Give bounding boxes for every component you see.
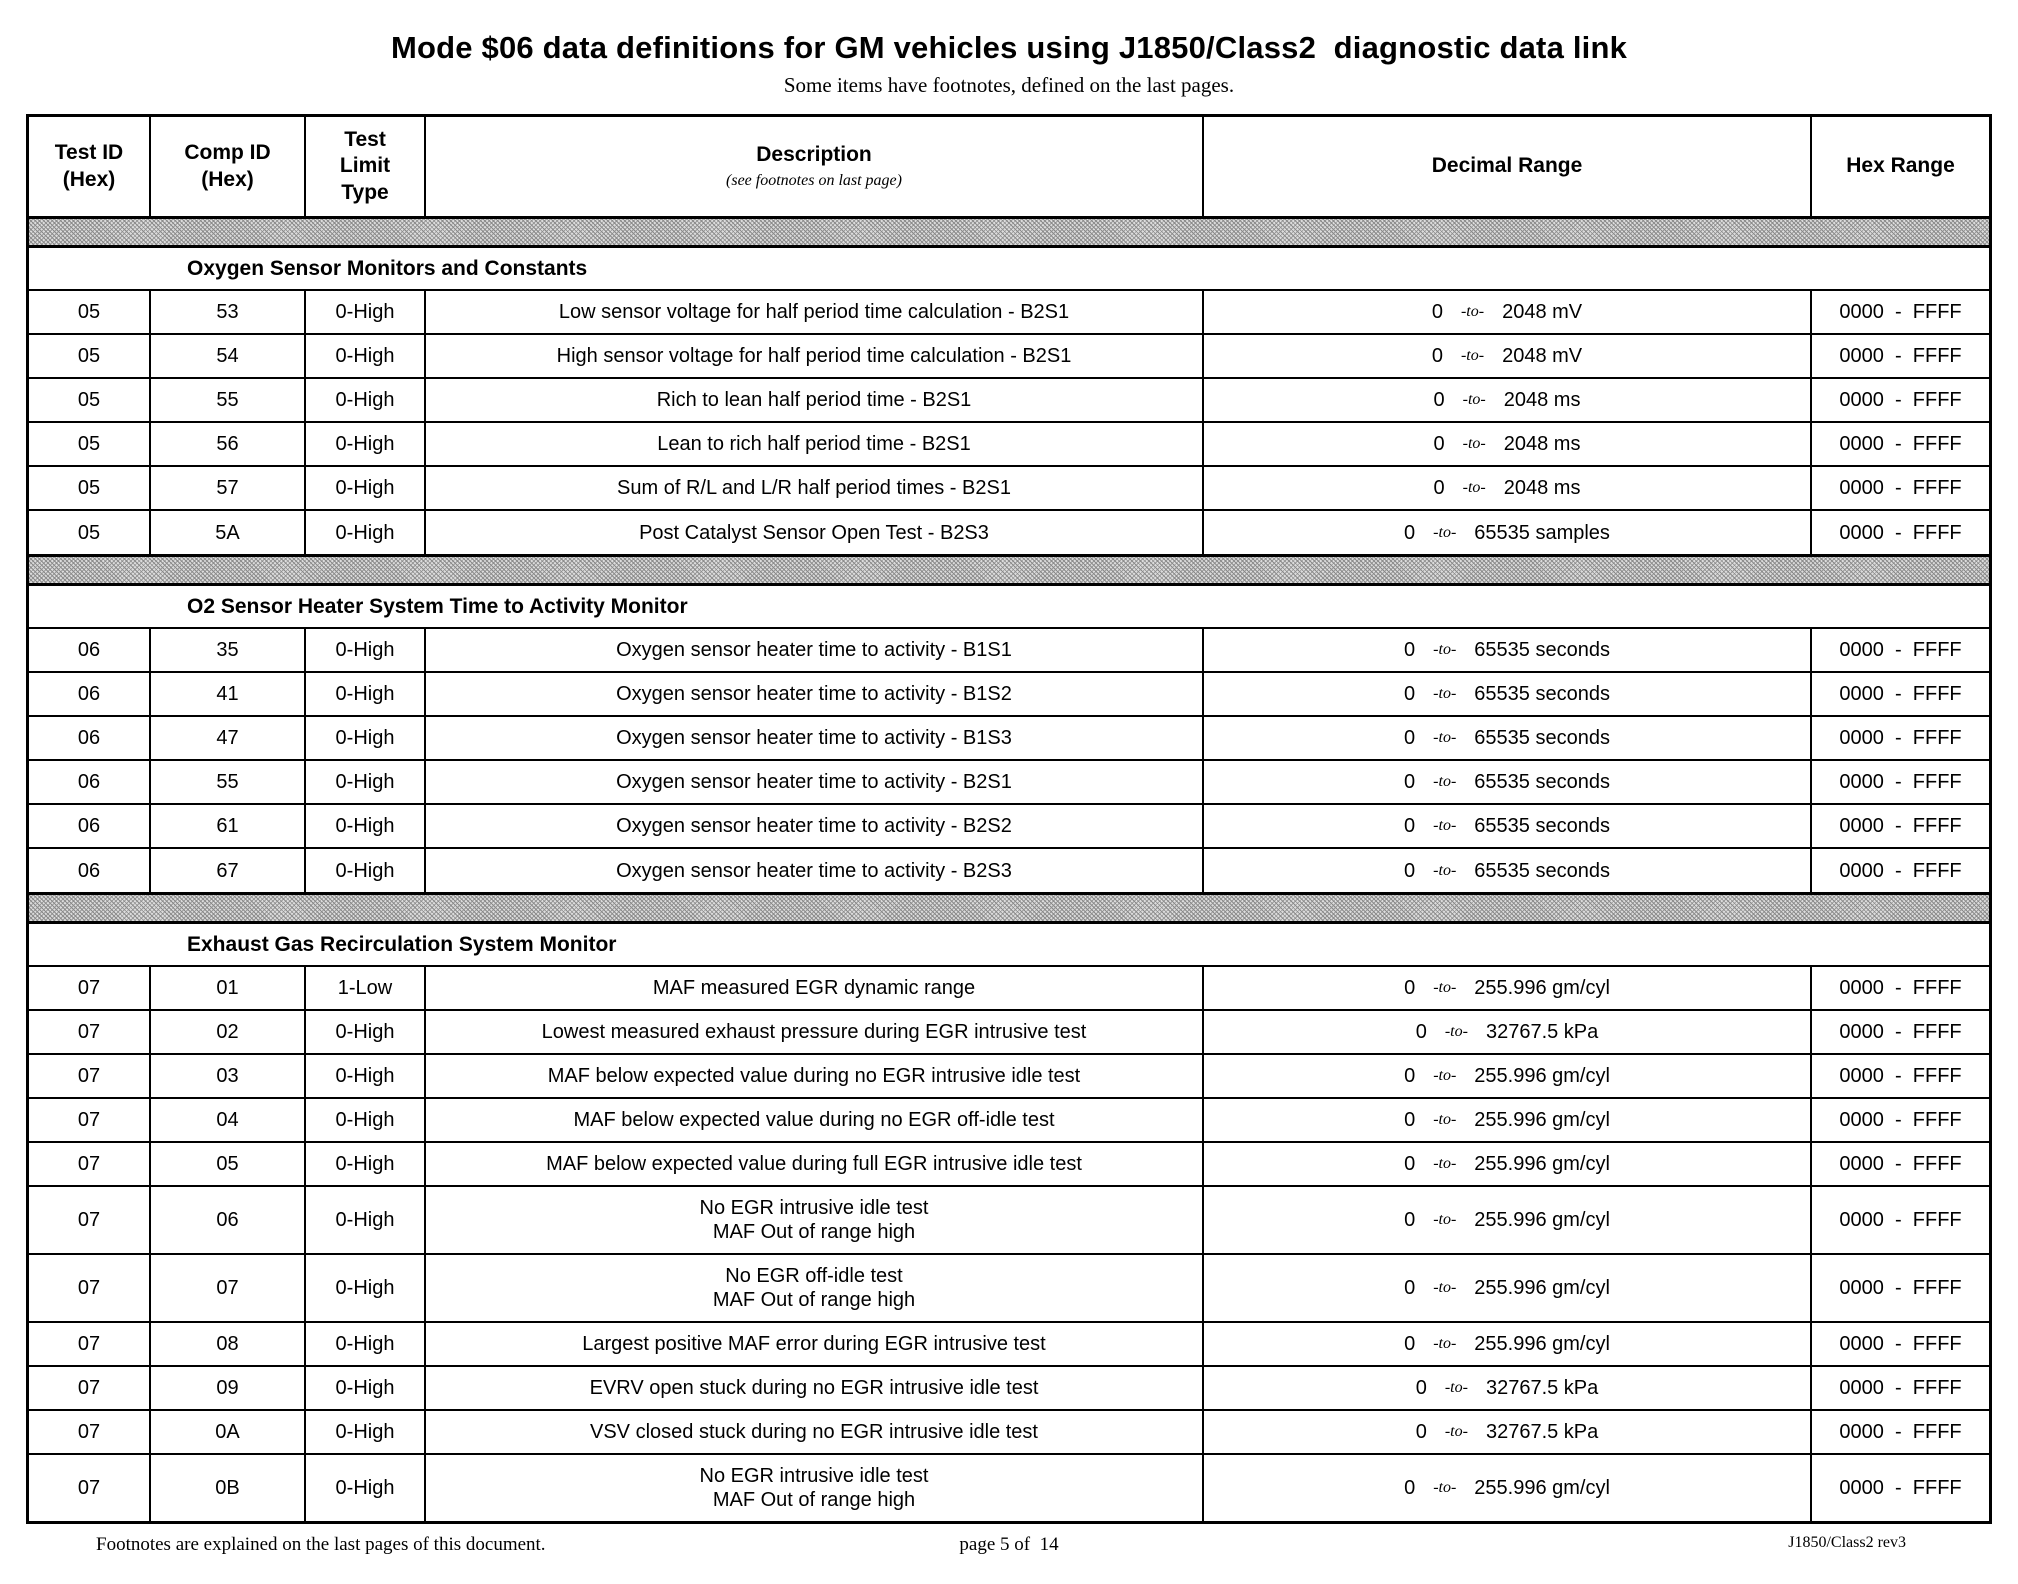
description-line: Oxygen sensor heater time to activity - B1S1 — [616, 639, 1012, 661]
cell-hex-range: 0000 - FFFF — [1839, 301, 1962, 323]
cell-limit-type: 0-High — [306, 1255, 426, 1321]
decimal-max-value: 255.996 gm/cyl — [1474, 1277, 1610, 1299]
cell-description — [426, 761, 1204, 803]
cell-decimal-range — [1204, 1411, 1812, 1453]
cell-description — [426, 1411, 1204, 1453]
description-line: Largest positive MAF error during EGR intrusive test — [582, 1333, 1046, 1355]
cell-hex-range: 0000 - FFFF — [1839, 727, 1962, 749]
cell-decimal-range — [1204, 1187, 1812, 1253]
table-row — [29, 717, 1989, 761]
decimal-max-value: 255.996 gm/cyl — [1474, 1477, 1610, 1499]
header-label: Type — [341, 180, 389, 204]
table-row — [29, 967, 1989, 1011]
decimal-max-value: 65535 seconds — [1474, 815, 1610, 837]
cell-limit-type: 0-High — [306, 673, 426, 715]
cell-hex-range: 0000 - FFFF — [1839, 1109, 1962, 1131]
table-row — [29, 1143, 1989, 1187]
decimal-to-label: -to- — [1433, 979, 1457, 997]
cell-description — [426, 467, 1204, 509]
description-line: Post Catalyst Sensor Open Test - B2S3 — [639, 521, 989, 544]
cell-test-id: 05 — [29, 335, 151, 377]
table-row — [29, 335, 1989, 379]
decimal-max-value: 65535 seconds — [1474, 859, 1610, 882]
section-separator-bar — [29, 557, 1989, 583]
decimal-to-label: -to- — [1460, 347, 1485, 365]
column-header-test-id — [29, 117, 151, 216]
decimal-max-value: 255.996 gm/cyl — [1474, 1209, 1610, 1231]
cell-description — [426, 967, 1204, 1009]
cell-test-id: 07 — [29, 967, 151, 1009]
cell-test-id: 06 — [29, 717, 151, 759]
cell-limit-type: 0-High — [306, 335, 426, 377]
cell-decimal-range — [1204, 1255, 1812, 1321]
decimal-min-value: 0 — [1433, 389, 1445, 411]
description-line: Oxygen sensor heater time to activity - B1S2 — [616, 683, 1012, 705]
cell-hex-range: 0000 - FFFF — [1839, 1209, 1962, 1231]
cell-decimal-range — [1204, 511, 1812, 554]
decimal-to-label: -to- — [1462, 479, 1486, 497]
decimal-to-label: -to- — [1433, 1067, 1457, 1085]
description-line: MAF below expected value during no EGR intrusive idle test — [547, 1065, 1081, 1087]
cell-comp-id: 61 — [151, 805, 306, 847]
description-line: MAF Out of range high — [712, 1289, 916, 1311]
cell-decimal-range — [1204, 1055, 1812, 1097]
cell-description — [426, 1099, 1204, 1141]
decimal-max-value: 32767.5 kPa — [1485, 1377, 1599, 1399]
column-header-decimal-range — [1204, 117, 1812, 216]
decimal-to-label: -to- — [1444, 1023, 1468, 1041]
decimal-to-label: -to- — [1433, 1211, 1457, 1229]
cell-hex-range: 0000 - FFFF — [1839, 345, 1962, 367]
cell-test-id: 07 — [29, 1411, 151, 1453]
cell-limit-type: 0-High — [306, 761, 426, 803]
cell-test-id: 07 — [29, 1011, 151, 1053]
decimal-max-value: 2048 ms — [1503, 433, 1581, 455]
cell-limit-type: 0-High — [306, 291, 426, 333]
decimal-min-value: 0 — [1404, 1153, 1416, 1175]
cell-description — [426, 1055, 1204, 1097]
header-label: (Hex) — [62, 167, 116, 191]
cell-decimal-range — [1204, 1367, 1812, 1409]
decimal-min-value: 0 — [1415, 1421, 1427, 1443]
table-section — [29, 245, 1989, 557]
cell-test-id: 07 — [29, 1055, 151, 1097]
cell-decimal-range — [1204, 335, 1812, 377]
cell-comp-id: 67 — [151, 849, 306, 892]
decimal-max-value: 65535 seconds — [1474, 727, 1610, 749]
column-header-hex-range — [1812, 117, 1989, 216]
table-row — [29, 1099, 1989, 1143]
cell-test-id: 05 — [29, 379, 151, 421]
footer-footnotes-note: Footnotes are explained on the last pages of this document. — [96, 1534, 546, 1555]
table-row — [29, 673, 1989, 717]
cell-limit-type: 0-High — [306, 1323, 426, 1365]
cell-description — [426, 849, 1204, 892]
cell-description — [426, 1011, 1204, 1053]
cell-hex-range: 0000 - FFFF — [1839, 859, 1962, 882]
cell-test-id: 05 — [29, 511, 151, 554]
cell-comp-id: 35 — [151, 629, 306, 671]
section-title: Oxygen Sensor Monitors and Constants — [29, 248, 1989, 291]
cell-description — [426, 805, 1204, 847]
cell-limit-type: 0-High — [306, 1055, 426, 1097]
cell-hex-range: 0000 - FFFF — [1839, 1153, 1962, 1175]
table-row — [29, 805, 1989, 849]
cell-hex-range: 0000 - FFFF — [1839, 815, 1962, 837]
cell-decimal-range — [1204, 849, 1812, 892]
description-line: MAF Out of range high — [712, 1489, 916, 1511]
decimal-to-label: -to- — [1433, 685, 1457, 703]
cell-description — [426, 379, 1204, 421]
cell-decimal-range — [1204, 423, 1812, 465]
cell-limit-type: 0-High — [306, 1187, 426, 1253]
page-subtitle: Some items have footnotes, defined on the last pages. — [783, 73, 1235, 97]
decimal-to-label: -to- — [1433, 729, 1457, 747]
cell-hex-range: 0000 - FFFF — [1839, 1477, 1962, 1499]
description-line: Low sensor voltage for half period time calculation - B2S1 — [558, 301, 1070, 323]
column-header-limit-type — [306, 117, 426, 216]
table-row — [29, 1011, 1989, 1055]
decimal-min-value: 0 — [1404, 683, 1416, 705]
cell-description — [426, 291, 1204, 333]
description-line: Lean to rich half period time - B2S1 — [657, 433, 971, 455]
footer-doc-revision: J1850/Class2 rev3 — [1788, 1534, 1906, 1551]
cell-decimal-range — [1204, 1011, 1812, 1053]
page-footer — [0, 1534, 2018, 1560]
description-line: High sensor voltage for half period time calculation - B2S1 — [556, 345, 1072, 367]
cell-decimal-range — [1204, 1455, 1812, 1521]
decimal-to-label: -to- — [1460, 303, 1485, 321]
decimal-min-value: 0 — [1415, 1377, 1427, 1399]
cell-test-id: 06 — [29, 673, 151, 715]
table-row — [29, 1411, 1989, 1455]
cell-limit-type: 0-High — [306, 379, 426, 421]
cell-description — [426, 335, 1204, 377]
page-title: Mode $06 data definitions for GM vehicles using J1850/Class2 diagnostic data link — [390, 30, 1628, 65]
decimal-max-value: 65535 seconds — [1474, 771, 1610, 793]
decimal-min-value: 0 — [1404, 1209, 1416, 1231]
decimal-max-value: 2048 mV — [1502, 301, 1583, 323]
cell-test-id: 07 — [29, 1367, 151, 1409]
cell-decimal-range — [1204, 673, 1812, 715]
cell-limit-type: 0-High — [306, 629, 426, 671]
decimal-to-label: -to- — [1433, 1279, 1457, 1297]
cell-test-id: 05 — [29, 467, 151, 509]
cell-comp-id: 41 — [151, 673, 306, 715]
description-line: EVRV open stuck during no EGR intrusive idle test — [589, 1377, 1039, 1399]
table-row — [29, 1323, 1989, 1367]
cell-test-id: 05 — [29, 423, 151, 465]
header-label: Comp ID — [184, 141, 271, 165]
cell-comp-id: 06 — [151, 1187, 306, 1253]
cell-decimal-range — [1204, 1099, 1812, 1141]
table-row — [29, 849, 1989, 892]
cell-hex-range: 0000 - FFFF — [1839, 1277, 1962, 1299]
cell-test-id: 07 — [29, 1187, 151, 1253]
cell-decimal-range — [1204, 291, 1812, 333]
decimal-min-value: 0 — [1404, 639, 1416, 661]
cell-comp-id: 08 — [151, 1323, 306, 1365]
cell-decimal-range — [1204, 1323, 1812, 1365]
header-label: Description — [756, 143, 872, 167]
cell-description — [426, 1187, 1204, 1253]
decimal-max-value: 65535 seconds — [1474, 683, 1610, 705]
decimal-to-label: -to- — [1444, 1379, 1468, 1397]
cell-comp-id: 0B — [151, 1455, 306, 1521]
cell-hex-range: 0000 - FFFF — [1839, 1333, 1962, 1355]
cell-limit-type: 0-High — [306, 1099, 426, 1141]
decimal-min-value: 0 — [1431, 345, 1443, 367]
section-separator-bar — [29, 895, 1989, 921]
decimal-min-value: 0 — [1404, 1277, 1416, 1299]
decimal-min-value: 0 — [1404, 859, 1416, 882]
cell-hex-range: 0000 - FFFF — [1839, 477, 1962, 499]
cell-hex-range: 0000 - FFFF — [1839, 639, 1962, 661]
header-label: Hex Range — [1846, 154, 1955, 178]
decimal-min-value: 0 — [1433, 477, 1445, 499]
table-header-row — [29, 117, 1989, 219]
cell-hex-range: 0000 - FFFF — [1839, 389, 1962, 411]
cell-limit-type: 0-High — [306, 1011, 426, 1053]
cell-decimal-range — [1204, 467, 1812, 509]
cell-hex-range: 0000 - FFFF — [1839, 1021, 1962, 1043]
description-line: No EGR off-idle test — [725, 1265, 903, 1287]
cell-comp-id: 54 — [151, 335, 306, 377]
decimal-max-value: 255.996 gm/cyl — [1474, 977, 1610, 999]
decimal-min-value: 0 — [1404, 1109, 1416, 1131]
cell-description — [426, 1323, 1204, 1365]
cell-comp-id: 57 — [151, 467, 306, 509]
footer-page-number: page 5 of 14 — [959, 1534, 1059, 1555]
table-row — [29, 379, 1989, 423]
decimal-min-value: 0 — [1404, 771, 1416, 793]
header-label: (Hex) — [201, 167, 254, 191]
table-row — [29, 1187, 1989, 1255]
decimal-max-value: 65535 samples — [1474, 521, 1610, 544]
cell-test-id: 07 — [29, 1099, 151, 1141]
cell-hex-range: 0000 - FFFF — [1839, 683, 1962, 705]
cell-comp-id: 01 — [151, 967, 306, 1009]
cell-comp-id: 56 — [151, 423, 306, 465]
cell-description — [426, 1455, 1204, 1521]
table-row — [29, 1455, 1989, 1521]
cell-test-id: 06 — [29, 805, 151, 847]
description-line: Sum of R/L and L/R half period times - B2S1 — [617, 477, 1011, 499]
table-row — [29, 467, 1989, 511]
decimal-min-value: 0 — [1415, 1021, 1427, 1043]
cell-comp-id: 55 — [151, 761, 306, 803]
section-title: O2 Sensor Heater System Time to Activity Monitor — [29, 586, 1989, 629]
cell-comp-id: 02 — [151, 1011, 306, 1053]
cell-hex-range: 0000 - FFFF — [1839, 433, 1962, 455]
description-line: Oxygen sensor heater time to activity - B2S3 — [616, 859, 1012, 882]
cell-limit-type: 1-Low — [306, 967, 426, 1009]
table-row — [29, 291, 1989, 335]
decimal-max-value: 32767.5 kPa — [1485, 1021, 1599, 1043]
cell-limit-type: 0-High — [306, 805, 426, 847]
decimal-min-value: 0 — [1404, 1065, 1416, 1087]
cell-hex-range: 0000 - FFFF — [1839, 1377, 1962, 1399]
decimal-max-value: 2048 ms — [1503, 389, 1581, 411]
cell-decimal-range — [1204, 967, 1812, 1009]
cell-test-id: 07 — [29, 1255, 151, 1321]
decimal-to-label: -to- — [1433, 1111, 1457, 1129]
cell-test-id: 06 — [29, 849, 151, 892]
decimal-max-value: 255.996 gm/cyl — [1474, 1153, 1610, 1175]
decimal-to-label: -to- — [1433, 861, 1457, 879]
decimal-min-value: 0 — [1433, 433, 1445, 455]
description-line: No EGR intrusive idle test — [699, 1197, 929, 1219]
column-header-comp-id — [151, 117, 306, 216]
cell-description — [426, 1255, 1204, 1321]
cell-limit-type: 0-High — [306, 849, 426, 892]
cell-test-id: 07 — [29, 1455, 151, 1521]
decimal-min-value: 0 — [1404, 727, 1416, 749]
decimal-max-value: 255.996 gm/cyl — [1474, 1065, 1610, 1087]
decimal-max-value: 255.996 gm/cyl — [1474, 1333, 1610, 1355]
cell-limit-type: 0-High — [306, 467, 426, 509]
cell-comp-id: 09 — [151, 1367, 306, 1409]
decimal-max-value: 255.996 gm/cyl — [1474, 1109, 1610, 1131]
cell-hex-range: 0000 - FFFF — [1839, 1065, 1962, 1087]
data-table — [26, 114, 1992, 1524]
description-line: No EGR intrusive idle test — [699, 1465, 929, 1487]
decimal-max-value: 65535 seconds — [1474, 639, 1610, 661]
decimal-min-value: 0 — [1404, 815, 1416, 837]
decimal-min-value: 0 — [1431, 301, 1443, 323]
cell-description — [426, 629, 1204, 671]
header-label: Decimal Range — [1431, 154, 1583, 178]
cell-hex-range: 0000 - FFFF — [1839, 771, 1962, 793]
cell-decimal-range — [1204, 379, 1812, 421]
cell-test-id: 06 — [29, 629, 151, 671]
decimal-to-label: -to- — [1433, 773, 1457, 791]
cell-description — [426, 1367, 1204, 1409]
header-note: (see footnotes on last page) — [726, 171, 902, 189]
cell-comp-id: 55 — [151, 379, 306, 421]
cell-limit-type: 0-High — [306, 511, 426, 554]
decimal-to-label: -to- — [1462, 435, 1486, 453]
decimal-to-label: -to- — [1444, 1423, 1468, 1441]
section-separator-bar — [29, 219, 1989, 245]
decimal-min-value: 0 — [1404, 521, 1416, 544]
description-line: MAF measured EGR dynamic range — [652, 977, 976, 999]
cell-decimal-range — [1204, 717, 1812, 759]
cell-decimal-range — [1204, 1143, 1812, 1185]
decimal-min-value: 0 — [1404, 1477, 1416, 1499]
cell-test-id: 06 — [29, 761, 151, 803]
cell-description — [426, 717, 1204, 759]
cell-decimal-range — [1204, 761, 1812, 803]
description-line: VSV closed stuck during no EGR intrusive idle test — [590, 1421, 1038, 1443]
table-body — [29, 219, 1989, 1521]
header-label: Test ID — [54, 141, 124, 165]
cell-comp-id: 05 — [151, 1143, 306, 1185]
table-row — [29, 761, 1989, 805]
section-title: Exhaust Gas Recirculation System Monitor — [29, 924, 1989, 967]
decimal-to-label: -to- — [1433, 1155, 1457, 1173]
decimal-min-value: 0 — [1404, 977, 1416, 999]
table-row — [29, 511, 1989, 554]
table-section — [29, 921, 1989, 1521]
cell-comp-id: 07 — [151, 1255, 306, 1321]
description-line: Oxygen sensor heater time to activity - B2S2 — [616, 815, 1012, 837]
cell-limit-type: 0-High — [306, 1455, 426, 1521]
description-line: MAF Out of range high — [712, 1221, 916, 1243]
description-line: Lowest measured exhaust pressure during EGR intrusive test — [541, 1021, 1087, 1043]
cell-limit-type: 0-High — [306, 1411, 426, 1453]
decimal-to-label: -to- — [1433, 1479, 1457, 1497]
cell-description — [426, 673, 1204, 715]
decimal-to-label: -to- — [1462, 391, 1486, 409]
table-section — [29, 583, 1989, 895]
description-line: MAF below expected value during full EGR intrusive idle test — [546, 1153, 1082, 1175]
header-label: Test — [344, 128, 386, 152]
cell-description — [426, 511, 1204, 554]
decimal-max-value: 32767.5 kPa — [1485, 1421, 1599, 1443]
cell-limit-type: 0-High — [306, 717, 426, 759]
table-row — [29, 1367, 1989, 1411]
decimal-to-label: -to- — [1433, 523, 1457, 541]
cell-comp-id: 47 — [151, 717, 306, 759]
decimal-min-value: 0 — [1404, 1333, 1416, 1355]
column-header-description — [426, 117, 1204, 216]
cell-hex-range: 0000 - FFFF — [1839, 1421, 1962, 1443]
cell-test-id: 07 — [29, 1143, 151, 1185]
cell-description — [426, 1143, 1204, 1185]
cell-limit-type: 0-High — [306, 1367, 426, 1409]
cell-comp-id: 5A — [151, 511, 306, 554]
cell-comp-id: 53 — [151, 291, 306, 333]
cell-decimal-range — [1204, 629, 1812, 671]
cell-test-id: 07 — [29, 1323, 151, 1365]
cell-description — [426, 423, 1204, 465]
decimal-to-label: -to- — [1433, 1335, 1457, 1353]
table-row — [29, 629, 1989, 673]
cell-comp-id: 0A — [151, 1411, 306, 1453]
description-line: Oxygen sensor heater time to activity - B1S3 — [616, 727, 1012, 749]
description-line: Oxygen sensor heater time to activity - B2S1 — [616, 771, 1012, 793]
table-row — [29, 1255, 1989, 1323]
cell-comp-id: 03 — [151, 1055, 306, 1097]
header-label: Limit — [339, 154, 391, 178]
decimal-max-value: 2048 ms — [1503, 477, 1581, 499]
description-line: Rich to lean half period time - B2S1 — [656, 389, 972, 411]
cell-limit-type: 0-High — [306, 1143, 426, 1185]
decimal-max-value: 2048 mV — [1502, 345, 1583, 367]
decimal-to-label: -to- — [1433, 641, 1457, 659]
decimal-to-label: -to- — [1433, 817, 1457, 835]
table-row — [29, 1055, 1989, 1099]
cell-test-id: 05 — [29, 291, 151, 333]
cell-comp-id: 04 — [151, 1099, 306, 1141]
cell-hex-range: 0000 - FFFF — [1839, 521, 1962, 544]
cell-decimal-range — [1204, 805, 1812, 847]
cell-hex-range: 0000 - FFFF — [1839, 977, 1962, 999]
cell-limit-type: 0-High — [306, 423, 426, 465]
description-line: MAF below expected value during no EGR off-idle test — [573, 1109, 1055, 1131]
table-row — [29, 423, 1989, 467]
